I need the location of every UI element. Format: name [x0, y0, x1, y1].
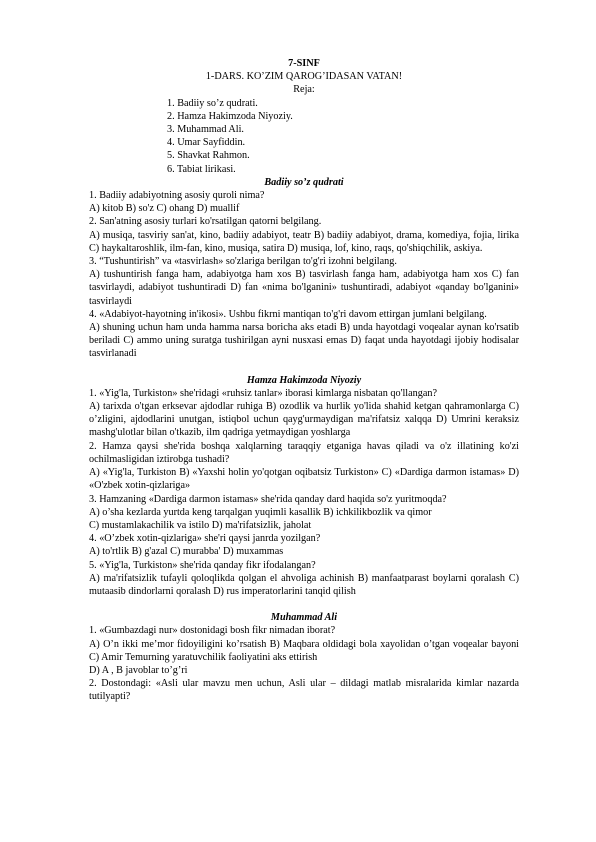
- document-content: [89, 57, 519, 704]
- section-title: Hamza Hakimzoda Niyoziy: [246, 374, 362, 386]
- section-spacer: [89, 598, 519, 611]
- plan-item: 2. Hamza Hakimzoda Niyoziy.: [167, 110, 293, 122]
- lesson-title: 1-DARS. KO’ZIM QAROG’IDASAN VATAN!: [205, 71, 403, 83]
- answer-line: C) mustamlakachilik va istilo D) ma'rifatsizlik, jaholat: [89, 519, 312, 531]
- question-line: 4. «Adabiyot-hayotning in'ikosi». Ushbu fikrni mantiqan to'g'ri davom ettirgan jumlani belgilang.: [89, 308, 487, 320]
- answer-line: A) kitob B) so'z C) ohang D) muallif: [89, 203, 240, 215]
- answer-line: A) o’sha kezlarda yurtda keng tarqalgan yuqimli kasallik B) ichkilikbozlik va qimor: [89, 506, 432, 518]
- plan-item: 3. Muhammad Ali.: [167, 124, 244, 136]
- section-title: Muhammad Ali: [270, 612, 338, 624]
- answer-line: A) tushuntirish fanga ham, adabiyotga ham xos B) tasvirlash fanga ham, adabiyotga ham xos C) fan tasvirlaydi, adabiyot tushuntiradi D) fan «nima bo'lganini» tushuntiradi, adabiyot «qanday bo'lganini» tasvirlaydi: [89, 269, 519, 307]
- grade-heading: 7-SINF: [288, 58, 320, 69]
- plan-item: 6. Tabiat lirikasi.: [167, 163, 236, 175]
- question-line: 1. «Yig'la, Turkiston» she'ridagi «ruhsiz tanlar» iborasi kimlarga nisbatan qo'llangan?: [89, 387, 437, 399]
- answer-line: A) to'rtlik B) g'azal C) murabba' D) muxammas: [89, 546, 284, 558]
- plan-list: [89, 97, 519, 176]
- question-line: 2. Hamza qaysi she'rida boshqa xalqlarning taraqqiy etganiga havas qiladi va o'z illatining ko'zi ochilmasligidan iztirobga tushadi?: [89, 440, 519, 465]
- plan-item: 5. Shavkat Rahmon.: [167, 150, 250, 162]
- answer-line: A) «Yig'la, Turkiston B) «Yaxshi holin yo'qotgan oqibatsiz Turkiston» C) «Dardiga darmon istamas» D) «O'zbek xotin-qizlariga»: [89, 467, 519, 492]
- question-line: 1. Badiiy adabiyotning asosiy quroli nima?: [89, 190, 265, 202]
- question-line: 1. «Gumbazdagi nur» dostonidagi bosh fikr nimadan iborat?: [89, 625, 336, 637]
- plan-label: Reja:: [293, 84, 315, 96]
- section-title: Badiiy so’z qudrati: [264, 176, 344, 188]
- answer-line: D) A , B javoblar to’g’ri: [89, 664, 188, 676]
- question-line: 2. San'atning asosiy turlari ko'rsatilgan qatorni belgilang.: [89, 216, 322, 228]
- answer-line: A) musiqa, tasviriy san'at, kino, badiiy adabiyot, teatr B) badiiy adabiyot, drama, komediya, fojia, lirika C) haykaltaroshlik, ilm-fan, kino, musiqa, satira D) musiqa, lof, kino, raqs, qo'shiqchilik, askiya.: [89, 229, 519, 254]
- question-line: 3. Hamzaning «Dardiga darmon istamas» she'rida qanday dard haqida so'z yuritmoqda?: [89, 493, 447, 505]
- question-line: 5. «Yig'la, Turkiston» she'rida qanday fikr ifodalangan?: [89, 559, 316, 571]
- answer-line: A) shuning uchun ham unda hamma narsa boricha aks etadi B) unda hayotdagi voqealar aynan ko'rsatib beriladi C) ammo uning suratga tushirilgan ayni nusxasi emas D) faqat unda hayotdagi ijobiy hodisalar tasvirlanadi: [89, 322, 519, 360]
- question-line: 2. Dostondagi: «Asli ular mavzu men uchun, Asli ular – dildagi matlab misralarida kimlar nazarda tutilyapti?: [89, 678, 519, 703]
- section-spacer: [89, 361, 519, 374]
- plan-item: 1. Badiiy so’z qudrati.: [167, 97, 258, 109]
- answer-line: A) ma'rifatsizlik tufayli qoloqlikda qolgan el ahvoliga achinish B) manfaatparast boylarni qoralash C) mutaasib dindorlarni qoralash D) rus imperatorlarini tanqid qilish: [89, 572, 519, 597]
- question-line: 4. «O’zbek xotin-qizlariga» she'ri qaysi janrda yozilgan?: [89, 533, 321, 545]
- question-line: 3. “Tushuntirish” va «tasvirlash» so'zlariga berilgan to'g'ri izohni belgilang.: [89, 256, 397, 268]
- answer-line: A) O’n ikki me’mor fidoyiligini ko’rsatish B) Maqbara oldidagi bola xayolidan o’tgan voqealar bayoni C) Amir Temurning yaratuvchilik faoliyatini aks ettirish: [89, 638, 519, 663]
- plan-item: 4. Umar Sayfiddin.: [167, 137, 246, 149]
- answer-line: A) tarixda o'tgan erksevar ajdodlar ruhiga B) ozodlik va hurlik yo'lida shahid ketgan qahramonlarga C) o’zligini, ajdodlarini unutgan, istiqbol uchun qayg'urmaydigan ma'rifatsiz xalqqa D) Umrini keraksiz mashg'ulotlar bilan o'tkazib, ilm qadriga yetmaydigan yoshlarga: [89, 401, 519, 439]
